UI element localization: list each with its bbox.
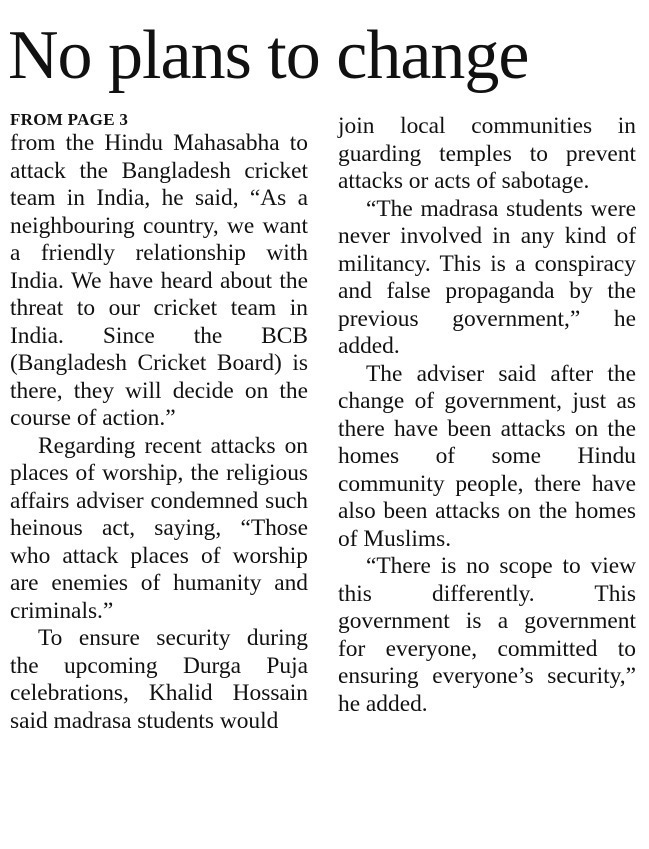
paragraph-left-1: from the Hindu Mahasabha to attack the Bangladesh cricket team in India, he said, “As a neighbouring country, we want a friendly relationship with India. We have heard about the threat to our cricket team in India. Since the BCB (Bangladesh Cricket Board) is there, they will decide on the course of action.” bbox=[10, 130, 308, 431]
continuation-kicker: FROM PAGE 3 bbox=[10, 110, 129, 129]
paragraph-right-2: “The madrasa students were never involved in any kind of militancy. This is a conspiracy and false propaganda by the previous government,” he added. bbox=[338, 195, 636, 359]
paragraph-right-3: The adviser said after the change of government, just as there have been attacks on the homes of some Hindu community people, there have also been attacks on the homes of Muslims. bbox=[338, 360, 636, 552]
paragraph-left-3: To ensure security during the upcoming Durga Puja celebrations, Khalid Hossain said madrasa students would bbox=[10, 625, 308, 734]
paragraph-left-2: Regarding recent attacks on places of worship, the religious affairs adviser condemned such heinous act, saying, “Those who attack places of worship are enemies of humanity and criminals.” bbox=[10, 432, 308, 624]
paragraph-right-4: “There is no scope to view this differently. This government is a government for everyone, committed to ensuring everyone’s security,” he added. bbox=[338, 553, 636, 717]
article-column-right bbox=[338, 113, 636, 718]
paragraph-right-1: join local communities in guarding temples to prevent attacks or acts of sabotage. bbox=[338, 113, 636, 194]
article-column-left bbox=[10, 110, 308, 735]
headline: No plans to change bbox=[8, 17, 529, 94]
